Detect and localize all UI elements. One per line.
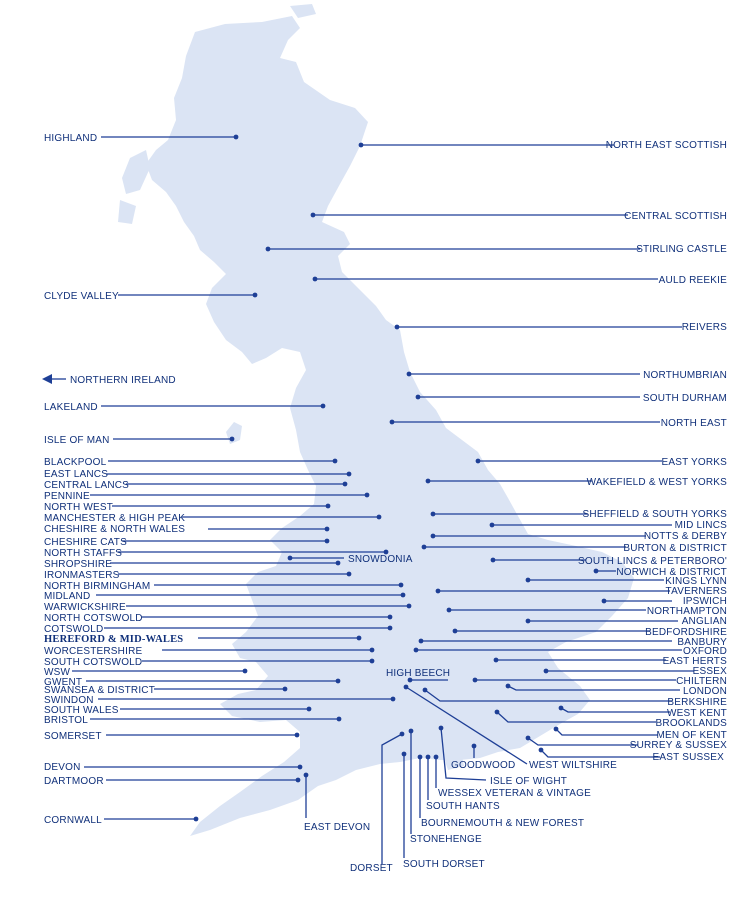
south-wales-label[interactable]: SOUTH WALES	[44, 705, 119, 716]
brooklands-marker-dot[interactable]	[495, 710, 500, 715]
devon-marker-dot[interactable]	[298, 765, 303, 770]
reivers-marker-dot[interactable]	[395, 325, 400, 330]
stirling-castle-label[interactable]: STIRLING CASTLE	[636, 244, 727, 255]
banbury-label[interactable]: BANBURY	[677, 637, 727, 648]
cheshire-north-wales-label[interactable]: CHESHIRE & NORTH WALES	[44, 524, 186, 535]
midland-label[interactable]: MIDLAND	[44, 591, 91, 602]
warwickshire-marker-dot[interactable]	[407, 604, 412, 609]
goodwood-marker-dot[interactable]	[472, 744, 477, 749]
central-lancs-label[interactable]: CENTRAL LANCS	[44, 480, 130, 491]
mid-lincs-label[interactable]: MID LINCS	[674, 520, 727, 531]
south-durham-label[interactable]: SOUTH DURHAM	[642, 393, 727, 404]
berkshire-label[interactable]: BERKSHIRE	[667, 697, 727, 708]
sheffield-south-yorks-label[interactable]: SHEFFIELD & SOUTH YORKS	[582, 509, 727, 520]
uk-landmass	[118, 4, 634, 836]
surrey-sussex-leader-line	[528, 738, 638, 745]
north-west-marker-dot[interactable]	[326, 504, 331, 509]
clyde-valley-label[interactable]: CLYDE VALLEY	[44, 291, 119, 302]
sheffield-south-yorks-marker-dot[interactable]	[431, 512, 436, 517]
northern-ireland-label[interactable]: NORTHERN IRELAND	[70, 375, 176, 386]
essex-marker-dot[interactable]	[544, 669, 549, 674]
ipswich-marker-dot[interactable]	[602, 599, 607, 604]
swansea-district-marker-dot[interactable]	[283, 687, 288, 692]
warwickshire-label[interactable]: WARWICKSHIRE	[44, 602, 126, 613]
devon-label[interactable]: DEVON	[44, 762, 81, 773]
high-beech-label[interactable]: HIGH BEECH	[386, 668, 451, 679]
hereford-mid-wales-label[interactable]: HEREFORD & MID-WALES	[44, 634, 184, 645]
wakefield-west-yorks-label[interactable]: WAKEFIELD & WEST YORKS	[586, 477, 727, 488]
east-sussex-leader-line	[541, 750, 660, 757]
north-west-label[interactable]: NORTH WEST	[44, 502, 114, 513]
surrey-sussex-label[interactable]: SURREY & SUSSEX	[629, 740, 727, 751]
isle-of-wight-marker-dot[interactable]	[439, 726, 444, 731]
cotswold-marker-dot[interactable]	[388, 626, 393, 631]
gwent-marker-dot[interactable]	[336, 679, 341, 684]
east-devon-label[interactable]: EAST DEVON	[304, 822, 371, 833]
stonehenge-marker-dot[interactable]	[409, 729, 414, 734]
east-sussex-marker-dot[interactable]	[539, 748, 544, 753]
cornwall-marker-dot[interactable]	[194, 817, 199, 822]
somerset-label[interactable]: SOMERSET	[44, 731, 102, 742]
gwent-label[interactable]: GWENT	[44, 677, 83, 688]
auld-reekie-marker-dot[interactable]	[313, 277, 318, 282]
lakeland-marker-dot[interactable]	[321, 404, 326, 409]
north-east-scottish-label[interactable]: NORTH EAST SCOTTISH	[605, 140, 727, 151]
isle-of-man-marker-dot[interactable]	[230, 437, 235, 442]
stirling-castle-marker-dot[interactable]	[266, 247, 271, 252]
lakeland-label[interactable]: LAKELAND	[44, 402, 98, 413]
berkshire-marker-dot[interactable]	[423, 688, 428, 693]
chiltern-marker-dot[interactable]	[473, 678, 478, 683]
dartmoor-marker-dot[interactable]	[296, 778, 301, 783]
north-east-label[interactable]: NORTH EAST	[660, 418, 727, 429]
ironmasters-label[interactable]: IRONMASTERS	[44, 570, 120, 581]
south-lincs-peterboro-label[interactable]: SOUTH LINCS & PETERBORO'	[578, 556, 727, 567]
norwich-district-marker-dot[interactable]	[594, 569, 599, 574]
north-cotswold-label[interactable]: NORTH COTSWOLD	[44, 613, 143, 624]
bournemouth-new-forest-label[interactable]: BOURNEMOUTH & NEW FOREST	[421, 818, 585, 829]
london-marker-dot[interactable]	[506, 684, 511, 689]
wessex-veteran-vintage-label[interactable]: WESSEX VETERAN & VINTAGE	[438, 788, 591, 799]
shropshire-label[interactable]: SHROPSHIRE	[44, 559, 113, 570]
banbury-marker-dot[interactable]	[419, 639, 424, 644]
essex-label[interactable]: ESSEX	[692, 666, 727, 677]
ironmasters-marker-dot[interactable]	[347, 572, 352, 577]
london-label[interactable]: LONDON	[683, 686, 727, 697]
brooklands-label[interactable]: BROOKLANDS	[655, 718, 727, 729]
reivers-label[interactable]: REIVERS	[681, 322, 727, 333]
south-dorset-marker-dot[interactable]	[402, 752, 407, 757]
south-dorset-label[interactable]: SOUTH DORSET	[403, 859, 485, 870]
pennine-marker-dot[interactable]	[365, 493, 370, 498]
isle-of-man-label[interactable]: ISLE OF MAN	[44, 435, 110, 446]
midland-marker-dot[interactable]	[401, 593, 406, 598]
north-cotswold-marker-dot[interactable]	[388, 615, 393, 620]
oxford-label[interactable]: OXFORD	[683, 646, 727, 657]
central-scottish-label[interactable]: CENTRAL SCOTTISH	[624, 211, 727, 222]
auld-reekie-label[interactable]: AULD REEKIE	[658, 275, 727, 286]
northampton-marker-dot[interactable]	[447, 608, 452, 613]
bournemouth-new-forest-marker-dot[interactable]	[418, 755, 423, 760]
blackpool-marker-dot[interactable]	[333, 459, 338, 464]
blackpool-label[interactable]: BLACKPOOL	[44, 457, 107, 468]
left-arrow-icon[interactable]	[42, 374, 52, 384]
worcestershire-marker-dot[interactable]	[370, 648, 375, 653]
chiltern-label[interactable]: CHILTERN	[676, 676, 727, 687]
cheshire-cats-marker-dot[interactable]	[325, 539, 330, 544]
kings-lynn-marker-dot[interactable]	[526, 578, 531, 583]
south-cotswold-label[interactable]: SOUTH COTSWOLD	[44, 657, 143, 668]
taverners-label[interactable]: TAVERNERS	[665, 586, 727, 597]
bedfordshire-label[interactable]: BEDFORDSHIRE	[645, 627, 727, 638]
south-hants-marker-dot[interactable]	[426, 755, 431, 760]
snowdonia-label[interactable]: SNOWDONIA	[348, 554, 413, 565]
bristol-label[interactable]: BRISTOL	[44, 715, 89, 726]
dorset-marker-dot[interactable]	[400, 732, 405, 737]
snowdonia-marker-dot[interactable]	[288, 556, 293, 561]
anglian-label[interactable]: ANGLIAN	[681, 616, 727, 627]
oxford-marker-dot[interactable]	[414, 648, 419, 653]
north-birmingham-marker-dot[interactable]	[399, 583, 404, 588]
kings-lynn-label[interactable]: KINGS LYNN	[665, 576, 727, 587]
central-scottish-marker-dot[interactable]	[311, 213, 316, 218]
somerset-marker-dot[interactable]	[295, 733, 300, 738]
west-wiltshire-label[interactable]: WEST WILTSHIRE	[529, 760, 617, 771]
east-herts-label[interactable]: EAST HERTS	[662, 656, 727, 667]
surrey-sussex-marker-dot[interactable]	[526, 736, 531, 741]
swindon-marker-dot[interactable]	[391, 697, 396, 702]
pennine-label[interactable]: PENNINE	[44, 491, 90, 502]
cornwall-label[interactable]: CORNWALL	[44, 815, 102, 826]
west-wiltshire-marker-dot[interactable]	[404, 685, 409, 690]
goodwood-label[interactable]: GOODWOOD	[451, 760, 516, 771]
manchester-high-peak-label[interactable]: MANCHESTER & HIGH PEAK	[44, 513, 186, 524]
northumbrian-label[interactable]: NORTHUMBRIAN	[643, 370, 727, 381]
east-yorks-marker-dot[interactable]	[476, 459, 481, 464]
hereford-mid-wales-marker-dot[interactable]	[357, 636, 362, 641]
east-lancs-label[interactable]: EAST LANCS	[44, 469, 109, 480]
dorset-label[interactable]: DORSET	[350, 863, 393, 874]
central-lancs-marker-dot[interactable]	[343, 482, 348, 487]
norwich-district-label[interactable]: NORWICH & DISTRICT	[616, 567, 727, 578]
men-of-kent-marker-dot[interactable]	[554, 727, 559, 732]
clyde-valley-marker-dot[interactable]	[253, 293, 258, 298]
worcestershire-label[interactable]: WORCESTERSHIRE	[44, 646, 143, 657]
manchester-high-peak-marker-dot[interactable]	[377, 515, 382, 520]
south-wales-marker-dot[interactable]	[307, 707, 312, 712]
south-durham-marker-dot[interactable]	[416, 395, 421, 400]
northampton-label[interactable]: NORTHAMPTON	[646, 606, 727, 617]
cotswold-label[interactable]: COTSWOLD	[44, 624, 104, 635]
ipswich-label[interactable]: IPSWICH	[682, 596, 727, 607]
northumbrian-marker-dot[interactable]	[407, 372, 412, 377]
wessex-veteran-vintage-marker-dot[interactable]	[434, 755, 439, 760]
swansea-district-label[interactable]: SWANSEA & DISTRICT	[44, 685, 156, 696]
highland-marker-dot[interactable]	[234, 135, 239, 140]
east-devon-marker-dot[interactable]	[304, 773, 309, 778]
burton-district-label[interactable]: BURTON & DISTRICT	[623, 543, 727, 554]
burton-district-marker-dot[interactable]	[422, 545, 427, 550]
dartmoor-label[interactable]: DARTMOOR	[44, 776, 104, 787]
north-east-marker-dot[interactable]	[390, 420, 395, 425]
east-yorks-label[interactable]: EAST YORKS	[661, 457, 727, 468]
swindon-label[interactable]: SWINDON	[44, 695, 94, 706]
mid-lincs-marker-dot[interactable]	[490, 523, 495, 528]
notts-derby-marker-dot[interactable]	[431, 534, 436, 539]
north-birmingham-label[interactable]: NORTH BIRMINGHAM	[44, 581, 151, 592]
east-sussex-label[interactable]: EAST SUSSEX	[652, 752, 724, 763]
anglian-marker-dot[interactable]	[526, 619, 531, 624]
shropshire-marker-dot[interactable]	[336, 561, 341, 566]
men-of-kent-label[interactable]: MEN OF KENT	[656, 730, 727, 741]
west-kent-marker-dot[interactable]	[559, 706, 564, 711]
east-herts-marker-dot[interactable]	[494, 658, 499, 663]
cheshire-cats-label[interactable]: CHESHIRE CATS	[44, 537, 127, 548]
south-lincs-peterboro-marker-dot[interactable]	[491, 558, 496, 563]
east-lancs-marker-dot[interactable]	[347, 472, 352, 477]
men-of-kent-leader-line	[556, 729, 658, 735]
wakefield-west-yorks-marker-dot[interactable]	[426, 479, 431, 484]
taverners-marker-dot[interactable]	[436, 589, 441, 594]
isle-of-wight-label[interactable]: ISLE OF WIGHT	[490, 776, 568, 787]
south-hants-label[interactable]: SOUTH HANTS	[426, 801, 500, 812]
notts-derby-label[interactable]: NOTTS & DERBY	[643, 531, 727, 542]
wsw-marker-dot[interactable]	[243, 669, 248, 674]
south-cotswold-marker-dot[interactable]	[370, 659, 375, 664]
wsw-label[interactable]: WSW	[44, 667, 71, 678]
cheshire-north-wales-marker-dot[interactable]	[325, 527, 330, 532]
bedfordshire-marker-dot[interactable]	[453, 629, 458, 634]
north-east-scottish-marker-dot[interactable]	[359, 143, 364, 148]
west-kent-label[interactable]: WEST KENT	[667, 708, 727, 719]
highland-label[interactable]: HIGHLAND	[44, 133, 98, 144]
bristol-marker-dot[interactable]	[337, 717, 342, 722]
north-staffs-label[interactable]: NORTH STAFFS	[44, 548, 123, 559]
stonehenge-label[interactable]: STONEHENGE	[410, 834, 482, 845]
